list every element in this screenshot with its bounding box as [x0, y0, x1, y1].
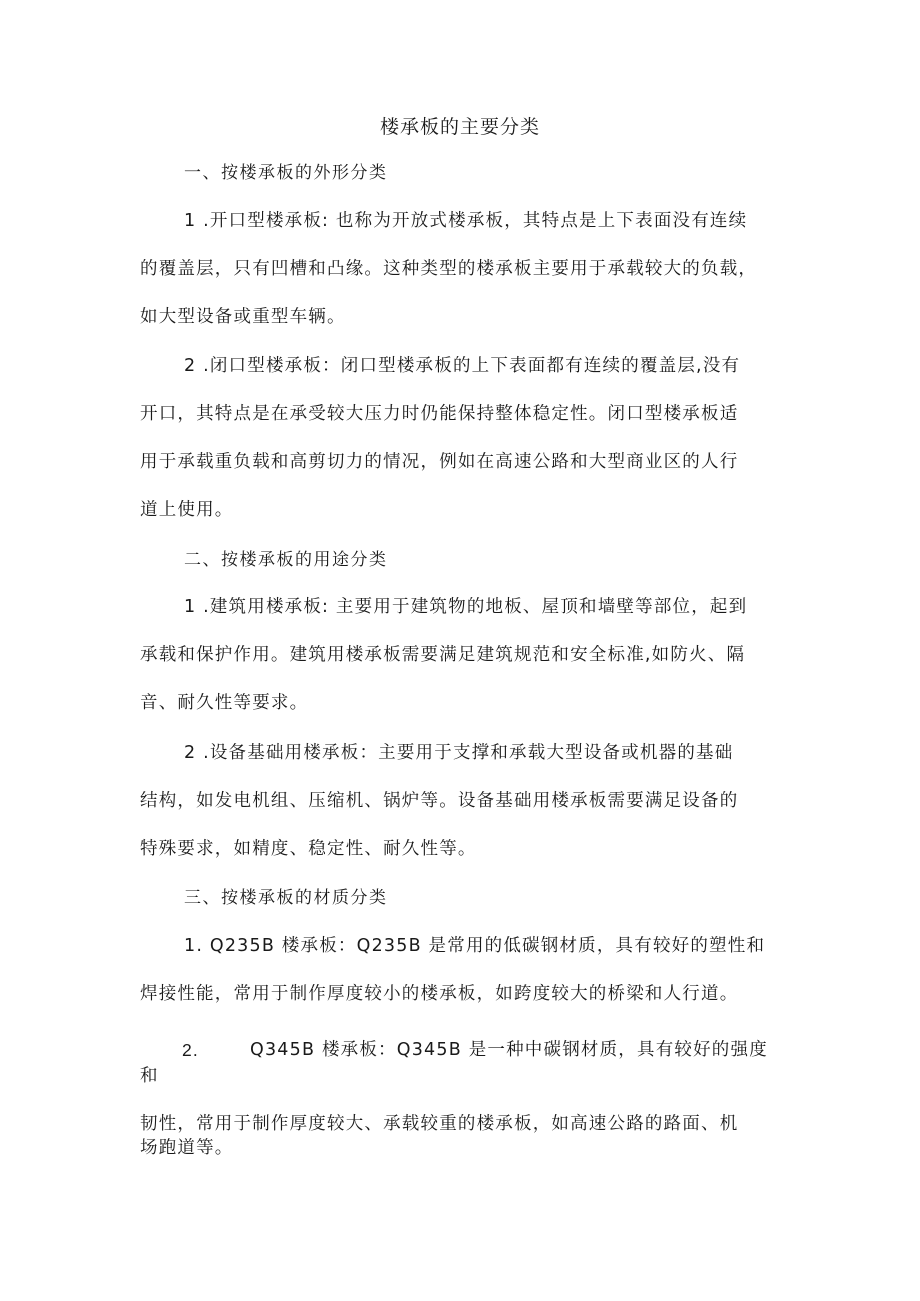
paragraph-closed-type [140, 342, 780, 534]
paragraph-line: 2 .闭口型楼承板：闭口型楼承板的上下表面都有连续的覆盖层,没有 [184, 356, 741, 376]
list-number: 2. [182, 1040, 199, 1060]
section-heading-usage: 二、按楼承板的用途分类 [184, 550, 388, 570]
paragraph-building-use [140, 583, 780, 727]
paragraph-q345b-line: Q345B 楼承板：Q345B 是一种中碳钢材质，具有较好的强度 [250, 1040, 768, 1060]
paragraph-line: 1 .开口型楼承板: 也称为开放式楼承板，其特点是上下表面没有连续 [184, 211, 748, 231]
paragraph-q345b-line: 场跑道等。 [140, 1138, 234, 1158]
paragraph-q345b-line: 韧性，常用于制作厚度较大、承载较重的楼承板，如高速公路的路面、机 [140, 1114, 739, 1134]
paragraph-line: 1 .建筑用楼承板: 主要用于建筑物的地板、屋顶和墙壁等部位，起到 [184, 597, 748, 617]
paragraph-line: 1. Q235B 楼承板：Q235B 是常用的低碳钢材质，具有较好的塑性和 [184, 936, 766, 956]
page-title: 楼承板的主要分类 [379, 116, 540, 138]
paragraph-line: 特殊要求，如精度、稳定性、耐久性等。 [140, 839, 477, 859]
paragraph-line: 2 .设备基础用楼承板：主要用于支撑和承载大型设备或机器的基础 [184, 743, 734, 763]
paragraph-q235b [140, 922, 780, 1018]
section-heading-shape: 一、按楼承板的外形分类 [184, 163, 388, 183]
paragraph-line: 焊接性能，常用于制作厚度较小的楼承板，如跨度较大的桥梁和人行道。 [140, 984, 739, 1004]
paragraph-line: 道上使用。 [140, 500, 234, 520]
paragraph-line: 如大型设备或重型车辆。 [140, 307, 346, 327]
paragraph-open-type [140, 197, 780, 341]
paragraph-equipment-foundation [140, 729, 780, 873]
paragraph-line: 开口，其特点是在承受较大压力时仍能保持整体稳定性。闭口型楼承板适 [140, 404, 739, 424]
paragraph-line: 结构，如发电机组、压缩机、锅炉等。设备基础用楼承板需要满足设备的 [140, 791, 739, 811]
paragraph-q345b-line: 和 [140, 1066, 159, 1086]
paragraph-line: 的覆盖层，只有凹槽和凸缘。这种类型的楼承板主要用于承载较大的负载， [140, 259, 758, 279]
section-heading-material: 三、按楼承板的材质分类 [184, 888, 388, 908]
paragraph-line: 用于承载重负载和高剪切力的情况，例如在高速公路和大型商业区的人行 [140, 452, 739, 472]
paragraph-line: 承载和保护作用。建筑用楼承板需要满足建筑规范和安全标准,如防火、隔 [140, 645, 746, 665]
paragraph-line: 音、耐久性等要求。 [140, 693, 309, 713]
